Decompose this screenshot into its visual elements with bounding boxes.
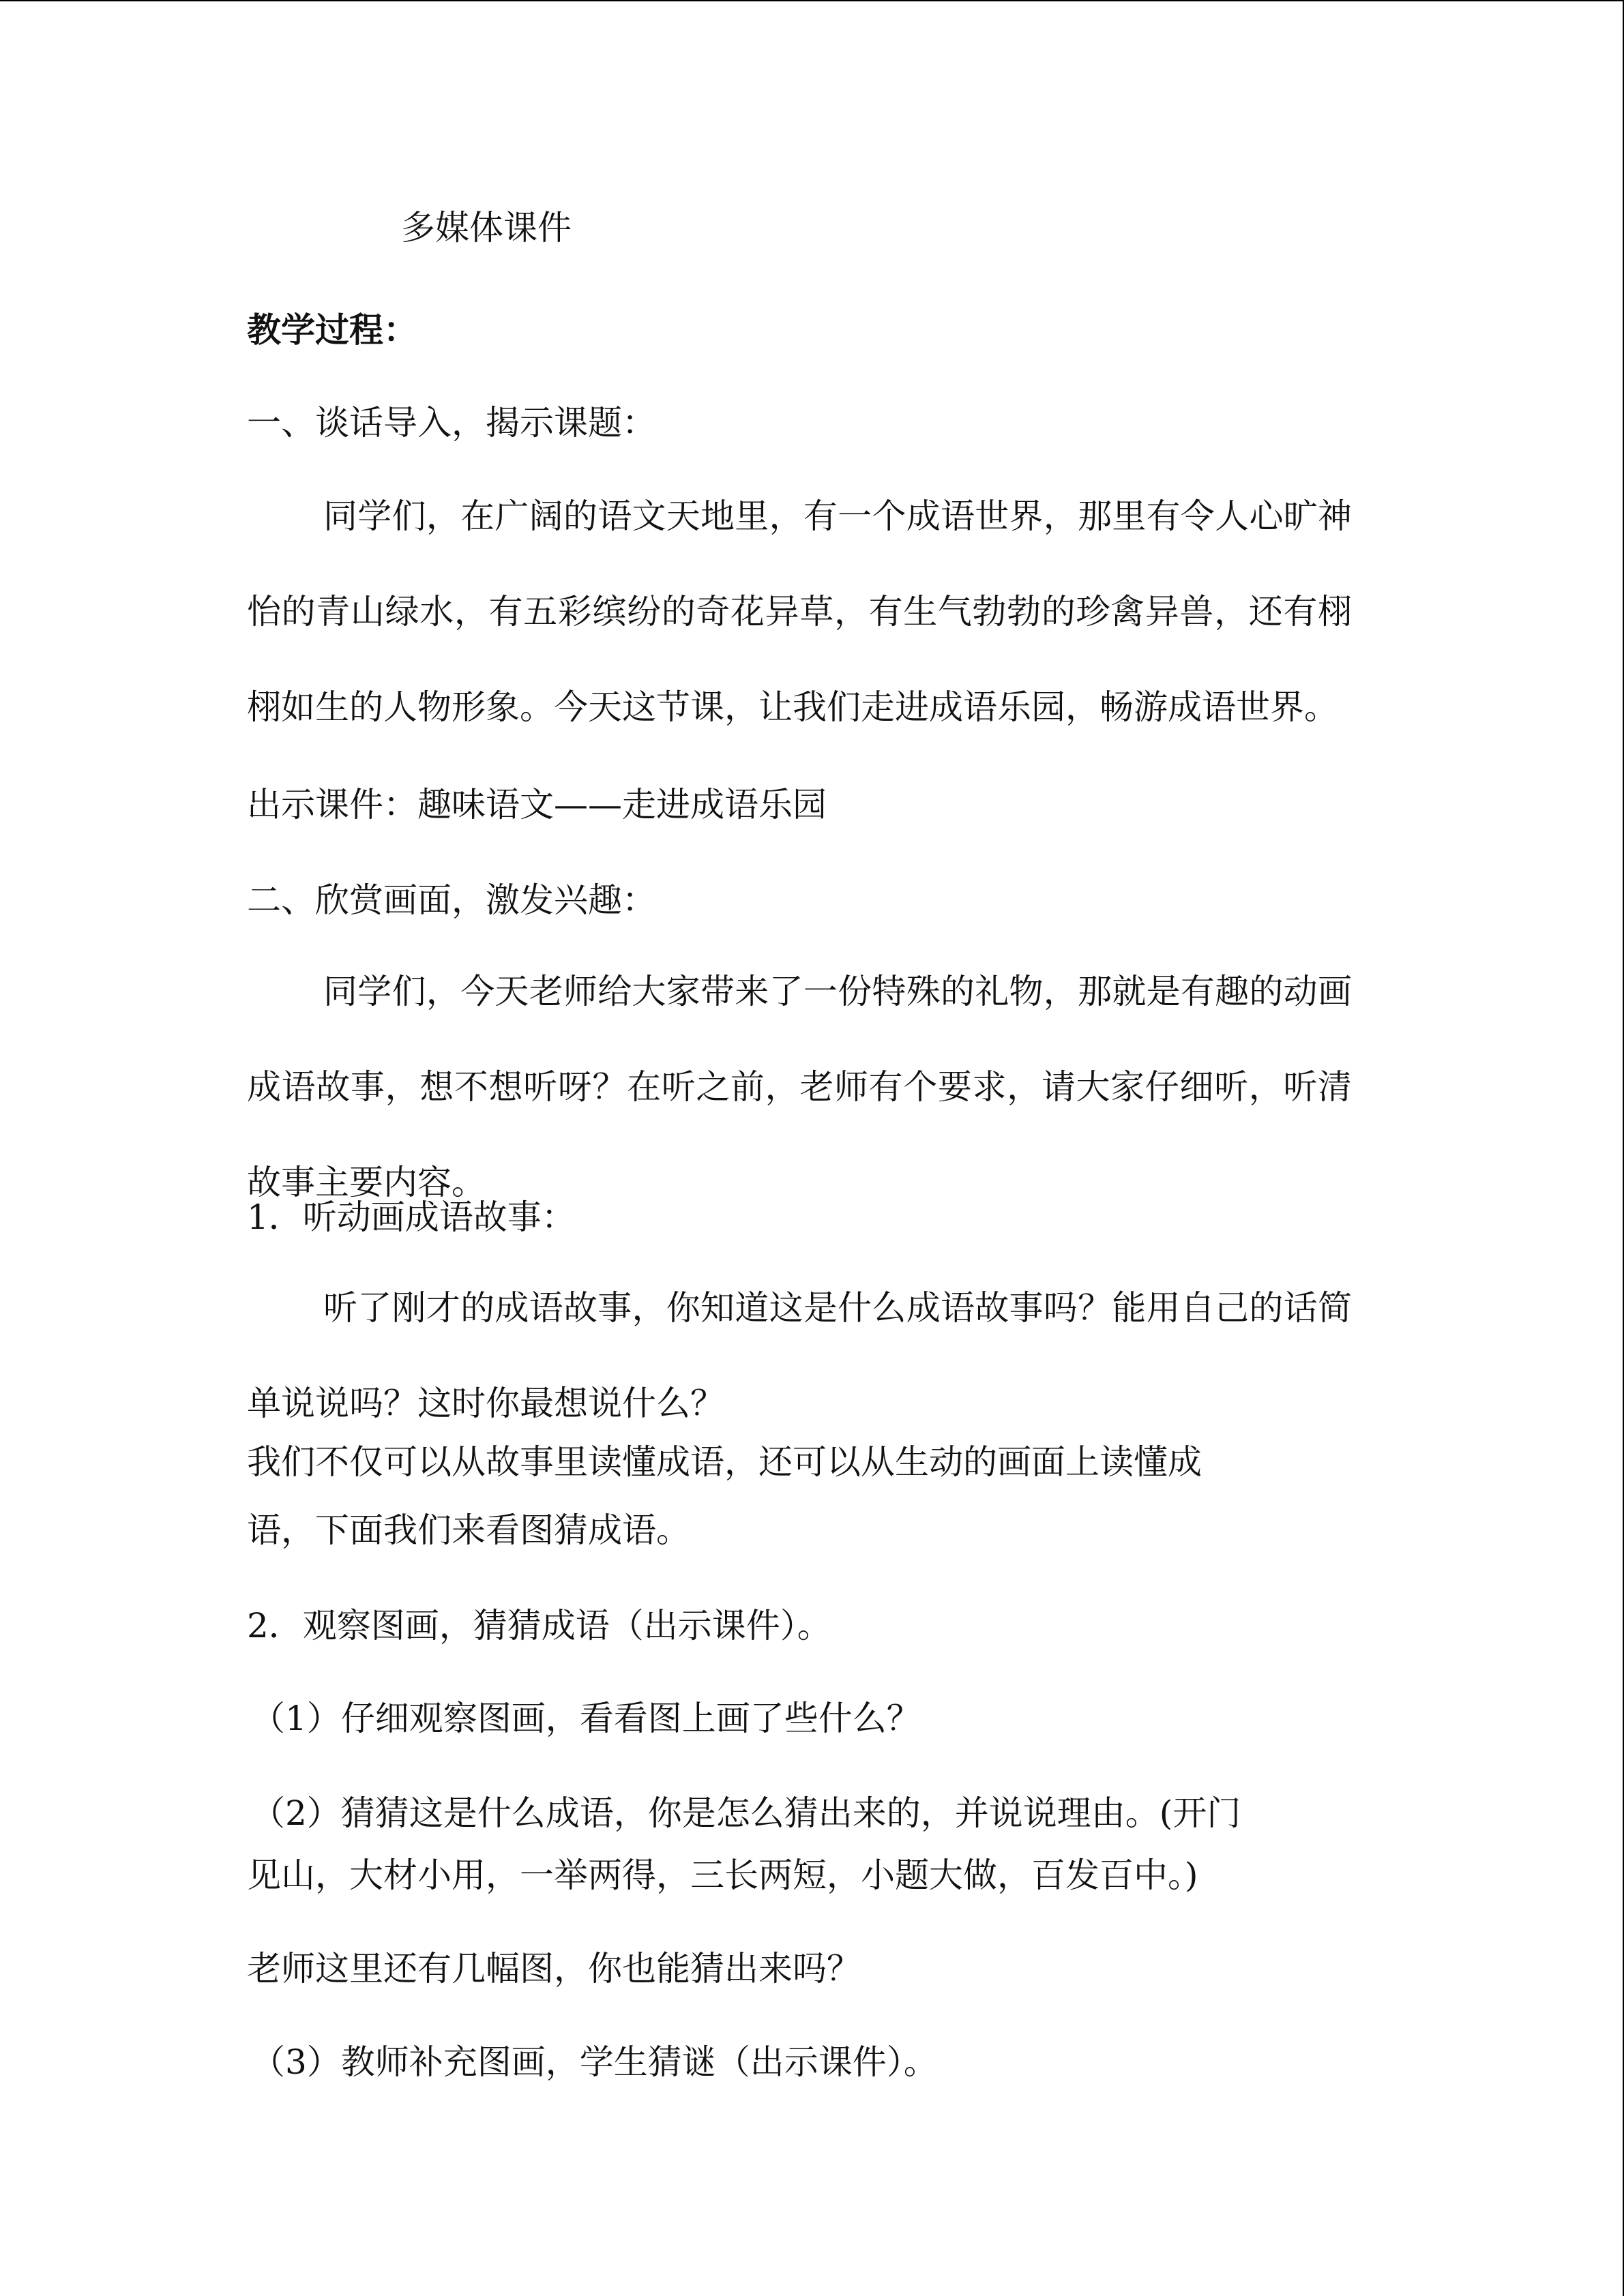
show-courseware-line: 出示课件：趣味语文——走进成语乐园	[247, 785, 827, 824]
item-one-heading: 1．听动画成语故事：	[247, 1197, 576, 1237]
sub-item-three: （3）教师补充图画，学生猜谜（出示课件）。	[251, 2042, 938, 2082]
teacher-question-line: 老师这里还有几幅图，你也能猜出来吗？	[247, 1949, 861, 1988]
heading-teaching-process: 教学过程：	[247, 310, 417, 350]
paragraph-picture-intro-line1: 我们不仅可以从故事里读懂成语，还可以从生动的画面上读懂成	[247, 1442, 1202, 1482]
section-two-heading: 二、欣赏画面，激发兴趣：	[247, 880, 656, 920]
item-two-heading: 2．观察图画，猜猜成语（出示课件）。	[247, 1606, 831, 1645]
sub-item-one: （1）仔细观察图画，看看图上画了些什么？	[251, 1699, 921, 1738]
paragraph-introduction: 同学们，在广阔的语文天地里，有一个成语世界，那里有令人心旷神怡的青山绿水，有五彩缤纷的奇花异草，有生气勃勃的珍禽异兽，还有栩栩如生的人物形象。今天这节课，让我们走进成语乐园，畅游成语世界。	[247, 496, 1352, 727]
paragraph-picture-intro-line2: 语，下面我们来看图猜成语。	[247, 1510, 690, 1550]
paragraph-story-questions: 听了刚才的成语故事，你知道这是什么成语故事吗？能用自己的话简单说说吗？这时你最想说什么？	[247, 1288, 1352, 1423]
paragraph-animation-intro: 同学们，今天老师给大家带来了一份特殊的礼物，那就是有趣的动画成语故事，想不想听呀？在听之前，老师有个要求，请大家仔细听，听清故事主要内容。	[247, 972, 1352, 1202]
sub-item-two-line2: 见山，大材小用，一举两得，三长两短，小题大做，百发百中。)	[247, 1855, 1198, 1895]
materials-line: 多媒体课件	[401, 208, 572, 248]
section-one-heading: 一、谈话导入，揭示课题：	[247, 403, 656, 443]
sub-item-two-line1: （2）猜猜这是什么成语，你是怎么猜出来的，并说说理由。(开门	[251, 1793, 1241, 1833]
